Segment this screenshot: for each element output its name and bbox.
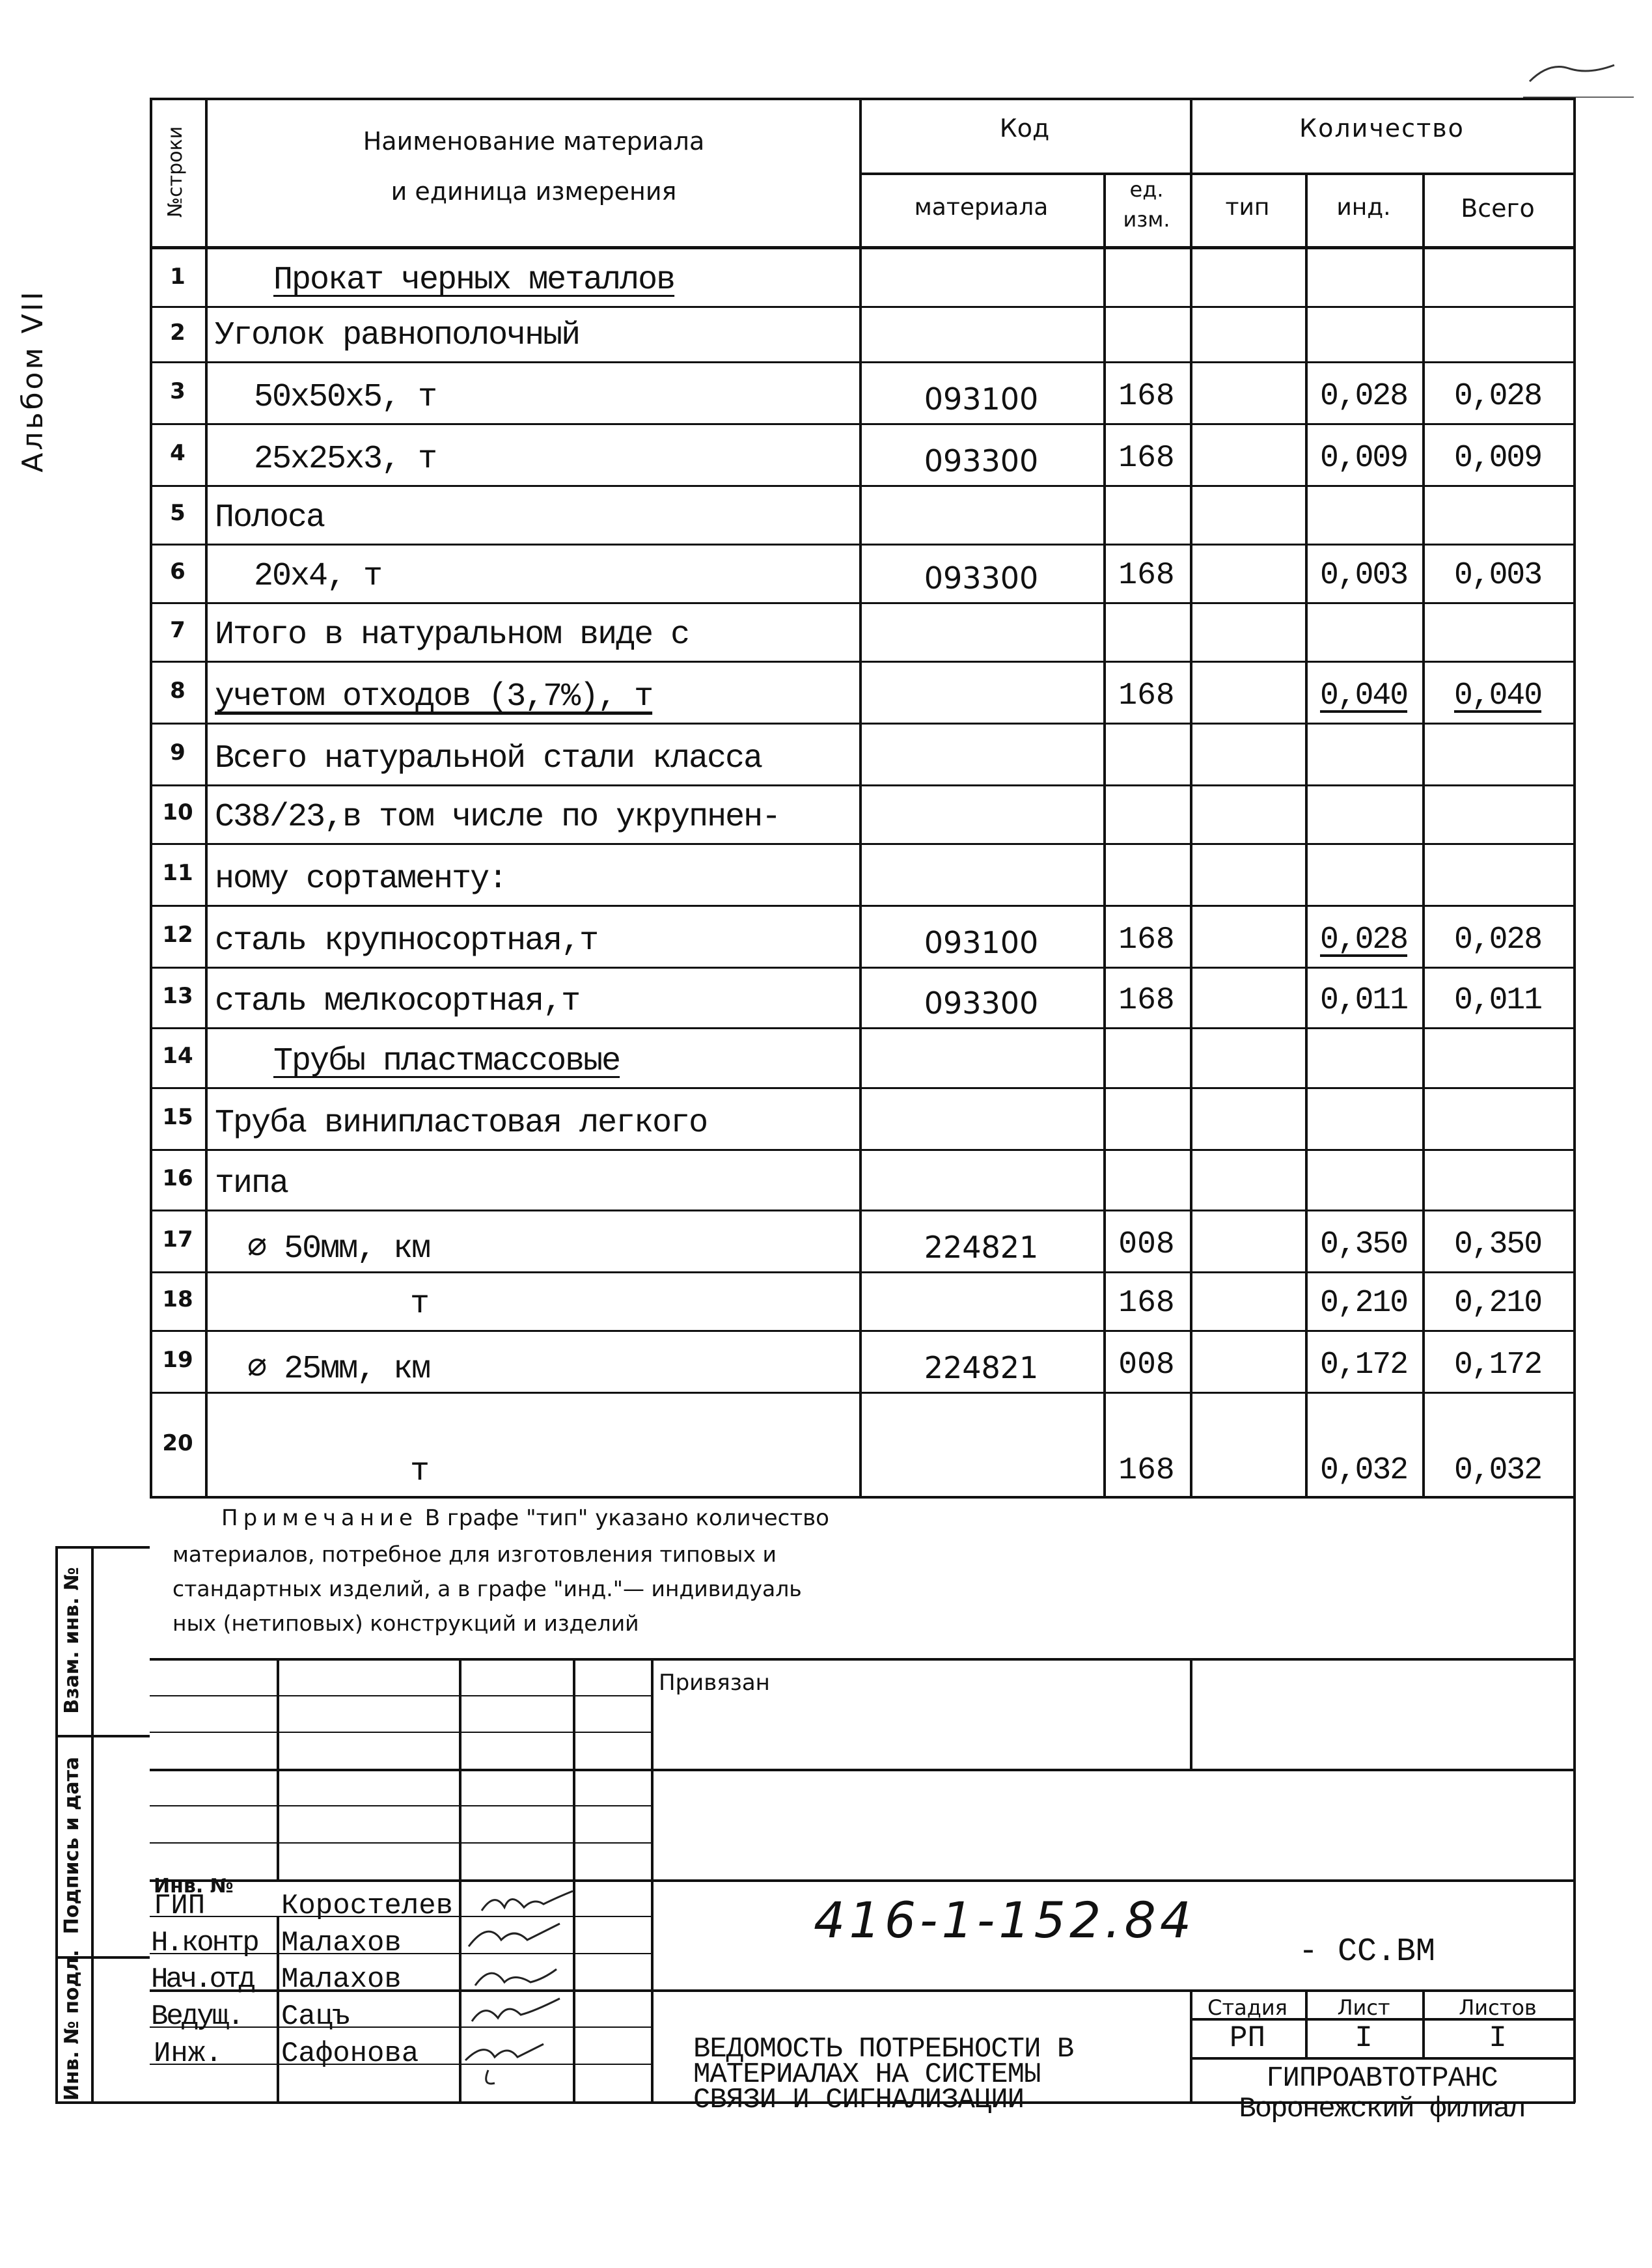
stage-value: РП	[1229, 2021, 1266, 2055]
header-row-number: №строки	[164, 126, 187, 218]
material-name: 25x25x3, т	[254, 441, 437, 478]
quantity-individual: 0,350	[1319, 1227, 1408, 1262]
org-line1: ГИПРОАВТОТРАНС	[1266, 2062, 1498, 2095]
row-number: 8	[170, 677, 186, 704]
staff-name: Малахов	[281, 1927, 402, 1959]
unit-code: 168	[1118, 1286, 1175, 1321]
row-number: 12	[162, 921, 193, 948]
material-name: учетом отходов (3,7%), т	[215, 678, 653, 715]
staff-role: Инж.	[154, 2038, 223, 2070]
quantity-individual: 0,028	[1319, 922, 1408, 958]
material-code: 093100	[924, 381, 1039, 417]
header-type: тип	[1225, 194, 1270, 221]
unit-code: 168	[1118, 983, 1175, 1018]
row-number: 13	[162, 982, 193, 1009]
row-number: 1	[170, 263, 186, 290]
quantity-total: 0,028	[1453, 922, 1542, 958]
row-number: 14	[162, 1043, 193, 1069]
material-name: Полоса	[215, 499, 325, 536]
row-number: 4	[170, 439, 186, 466]
quantity-individual: 0,040	[1319, 678, 1408, 713]
material-name: ⌀ 50мм, км	[247, 1230, 430, 1267]
quantity-individual: 0,172	[1319, 1348, 1408, 1383]
document-number: 416-1-152.84	[814, 1891, 1196, 1949]
sheets-value: I	[1489, 2021, 1507, 2055]
privyazan-label: Привязан	[659, 1670, 770, 1696]
document-title-line1: ВЕДОМОСТЬ ПОТРЕБНОСТИ В	[693, 2033, 1074, 2066]
stamp-podpis-data: Подпись и дата	[61, 1756, 83, 1935]
material-code: 093100	[924, 925, 1039, 960]
material-name: Труба винипластовая легкого	[215, 1105, 708, 1142]
unit-code: 008	[1118, 1227, 1175, 1262]
material-name: сталь мелкосортная,т	[215, 983, 580, 1020]
row-number: 16	[162, 1165, 193, 1191]
quantity-individual: 0,011	[1319, 983, 1408, 1018]
staff-role: Нач.отд	[151, 1963, 253, 1996]
staff-name: Сафонова	[281, 2038, 419, 2070]
stamp-vzam-inv: Взам. инв. №	[61, 1567, 83, 1714]
unit-code: 008	[1118, 1348, 1175, 1383]
row-number: 5	[170, 500, 186, 526]
inv-no-label: Инв. №	[154, 1875, 234, 1898]
quantity-total: 0,350	[1453, 1227, 1542, 1262]
material-code: 093300	[924, 443, 1039, 478]
sheets-label: Листов	[1459, 1995, 1537, 2020]
quantity-total: 0,032	[1453, 1453, 1542, 1488]
material-name: Прокат черных металлов	[273, 262, 675, 299]
staff-name: Сацъ	[281, 2000, 350, 2033]
row-number: 2	[170, 319, 186, 346]
row-number: 10	[162, 799, 193, 825]
album-label: Альбом VII	[16, 289, 49, 473]
staff-role: Ведущ.	[151, 2000, 243, 2033]
note-lead: Примечание	[221, 1505, 418, 1531]
staff-name: Коростелев	[281, 1890, 454, 1922]
quantity-total: 0,003	[1453, 558, 1542, 593]
note-line2: материалов, потребное для изготовления типовых и	[172, 1542, 777, 1567]
sheet-label: Лист	[1337, 1995, 1390, 2020]
material-name: С38/23,в том числе по укрупнен-	[215, 799, 780, 836]
material-code: 224821	[924, 1350, 1039, 1385]
header-quantity: Количество	[1299, 114, 1465, 143]
header-material: материала	[914, 194, 1049, 221]
document-title-line3: СВЯЗИ И СИГНАЛИЗАЦИИ	[693, 2084, 1025, 2116]
quantity-total: 0,009	[1453, 441, 1542, 476]
org-line2: Воронежский филиал	[1239, 2093, 1525, 2125]
header-name-line2: и единица измерения	[391, 177, 677, 206]
staff-name: Малахов	[281, 1963, 402, 1996]
header-code: Код	[999, 114, 1050, 143]
stamp-inv-podl: Инв. № подл.	[61, 1949, 83, 2101]
material-name: 20x4, т	[254, 558, 382, 595]
material-code: 093300	[924, 560, 1039, 596]
header-total: Всего	[1461, 194, 1535, 223]
material-name: типа	[215, 1165, 288, 1202]
unit-code: 168	[1118, 1453, 1175, 1488]
quantity-total: 0,210	[1453, 1286, 1542, 1321]
quantity-total: 0,172	[1453, 1348, 1542, 1383]
quantity-individual: 0,028	[1319, 379, 1408, 414]
header-unit-line2: изм.	[1123, 207, 1170, 232]
row-number: 15	[162, 1103, 193, 1130]
header-unit-line1: ед.	[1129, 177, 1164, 202]
material-name: 50x50x5, т	[254, 379, 437, 416]
signatures	[456, 1881, 599, 2103]
document-suffix: - СС.ВМ	[1299, 1933, 1436, 1971]
quantity-individual: 0,009	[1319, 441, 1408, 476]
material-name: т	[410, 1453, 429, 1490]
unit-code: 168	[1118, 922, 1175, 958]
material-code: 093300	[924, 986, 1039, 1021]
unit-code: 168	[1118, 379, 1175, 414]
row-number: 3	[170, 378, 186, 404]
sheet-value: I	[1355, 2021, 1373, 2055]
material-name: сталь крупносортная,т	[215, 922, 598, 960]
unit-code: 168	[1118, 441, 1175, 476]
quantity-total: 0,028	[1453, 379, 1542, 414]
quantity-total: 0,011	[1453, 983, 1542, 1018]
note-line1: В графе "тип" указано количество	[424, 1505, 829, 1531]
row-number: 11	[162, 859, 193, 886]
quantity-individual: 0,003	[1319, 558, 1408, 593]
material-name: ⌀ 25мм, км	[247, 1351, 430, 1388]
document-title-line2: МАТЕРИАЛАХ НА СИСТЕМЫ	[693, 2058, 1041, 2091]
staff-role: ГИП	[154, 1890, 206, 1922]
material-name: Всего натуральной стали класса	[215, 740, 762, 777]
header-ind: инд.	[1336, 194, 1391, 221]
stage-label: Стадия	[1207, 1995, 1287, 2020]
row-number: 18	[162, 1286, 193, 1312]
row-number: 17	[162, 1226, 193, 1252]
material-name: Уголок равнополочный	[215, 317, 580, 354]
quantity-individual: 0,210	[1319, 1286, 1408, 1321]
corner-mark	[1517, 46, 1634, 98]
quantity-individual: 0,032	[1319, 1453, 1408, 1488]
note-line4: ных (нетиповых) конструкций и изделий	[172, 1611, 639, 1636]
row-number: 7	[170, 617, 186, 643]
material-name: Итого в натуральном виде с	[215, 616, 689, 654]
row-number: 9	[170, 739, 186, 766]
material-name: Трубы пластмассовые	[273, 1043, 620, 1080]
row-number: 6	[170, 559, 186, 585]
row-number: 20	[162, 1430, 193, 1456]
material-name: ному сортаменту:	[215, 861, 507, 898]
material-name: т	[410, 1286, 429, 1323]
quantity-total: 0,040	[1453, 678, 1542, 713]
unit-code: 168	[1118, 678, 1175, 713]
header-name-line1: Наименование материала	[363, 127, 705, 156]
row-number: 19	[162, 1346, 193, 1373]
material-code: 224821	[924, 1230, 1039, 1265]
unit-code: 168	[1118, 558, 1175, 593]
note-line3: стандартных изделий, а в графе "инд."— индивидуаль	[172, 1576, 802, 1601]
staff-role: Н.контр	[151, 1927, 258, 1959]
